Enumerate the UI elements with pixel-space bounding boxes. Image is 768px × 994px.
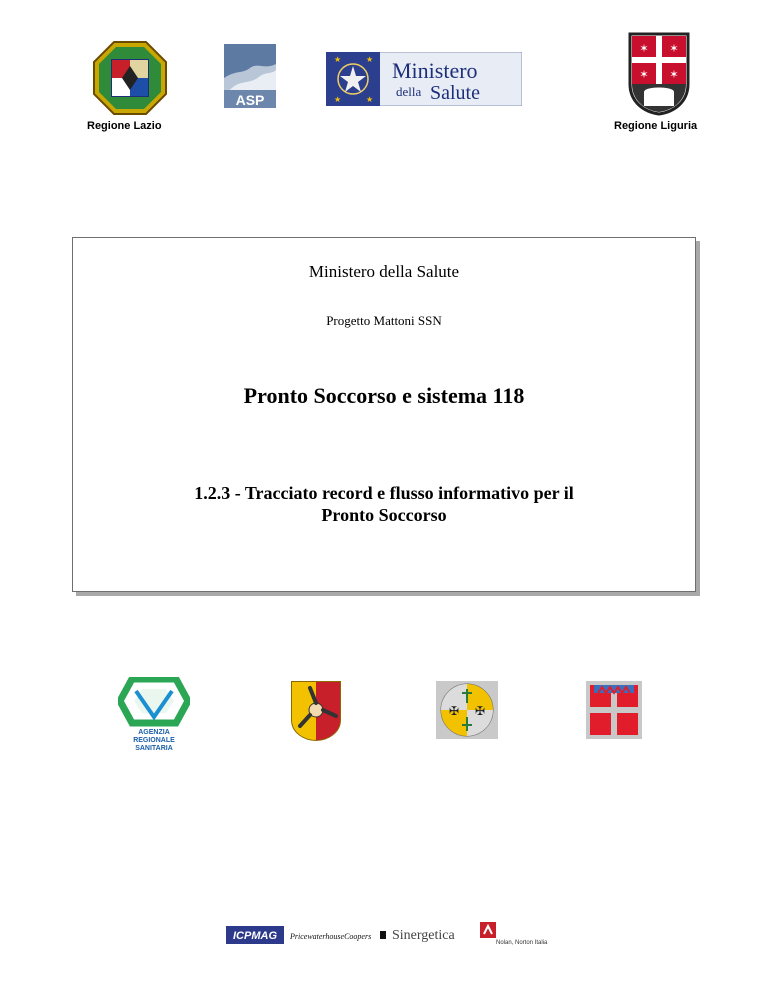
caption-regione-liguria: Regione Liguria (614, 120, 698, 132)
document-subtitle (73, 482, 695, 526)
asp-logo (224, 44, 276, 108)
footer-logo-2-text: PricewaterhouseCoopers (290, 932, 372, 941)
agency-line-3: SANITARIA (135, 745, 173, 752)
footer-logo-3-text: Sinergetica (392, 928, 455, 943)
svg-text:✶: ✶ (639, 43, 649, 55)
svg-text:★: ★ (366, 55, 374, 64)
agency-line-1: AGENZIA (138, 729, 170, 736)
title-box (72, 237, 696, 592)
asp-logo-text: ASP (235, 92, 265, 108)
footer-logo-nolan-norton (480, 922, 560, 946)
subtitle-line-2: Pronto Soccorso (321, 505, 447, 525)
svg-text:★: ★ (334, 55, 342, 64)
footer-logo-sinergetica (392, 924, 468, 944)
svg-text:✠: ✠ (448, 704, 460, 718)
svg-text:★: ★ (334, 95, 342, 104)
svg-text:✶: ✶ (669, 69, 679, 81)
footer-logo-pwc (290, 928, 388, 942)
subtitle-line-1: 1.2.3 - Tracciato record e flusso informativo per il (194, 483, 574, 503)
regione-lazio-logo (92, 40, 168, 116)
ministry-logo-line2: della (396, 84, 422, 99)
svg-text:✠: ✠ (474, 704, 486, 718)
ministry-logo-line1: Ministero (392, 58, 478, 83)
agenzia-regionale-sanitaria-logo (118, 677, 190, 753)
regione-liguria-logo (628, 32, 690, 116)
svg-text:✶: ✶ (669, 43, 679, 55)
footer-logo-icpmag (226, 926, 284, 944)
caption-regione-lazio: Regione Lazio (87, 120, 162, 132)
ministero-salute-logo (326, 52, 522, 106)
footer-logo-1-text: ICPMAG (233, 930, 277, 942)
svg-text:★: ★ (366, 95, 374, 104)
regione-sicilia-logo (290, 680, 342, 742)
ministry-name: Ministero della Salute (308, 262, 460, 281)
agency-line-2: REGIONALE (133, 737, 175, 744)
regione-calabria-logo (436, 681, 498, 739)
document-title: Pronto Soccorso e sistema 118 (243, 383, 525, 408)
project-name: Progetto Mattoni SSN (326, 313, 442, 328)
regione-piemonte-logo (586, 681, 642, 739)
svg-text:✶: ✶ (639, 69, 649, 81)
footer-logo-4-text: Nolan, Norton Italia (496, 940, 548, 946)
ministry-logo-line3: Salute (430, 82, 480, 104)
